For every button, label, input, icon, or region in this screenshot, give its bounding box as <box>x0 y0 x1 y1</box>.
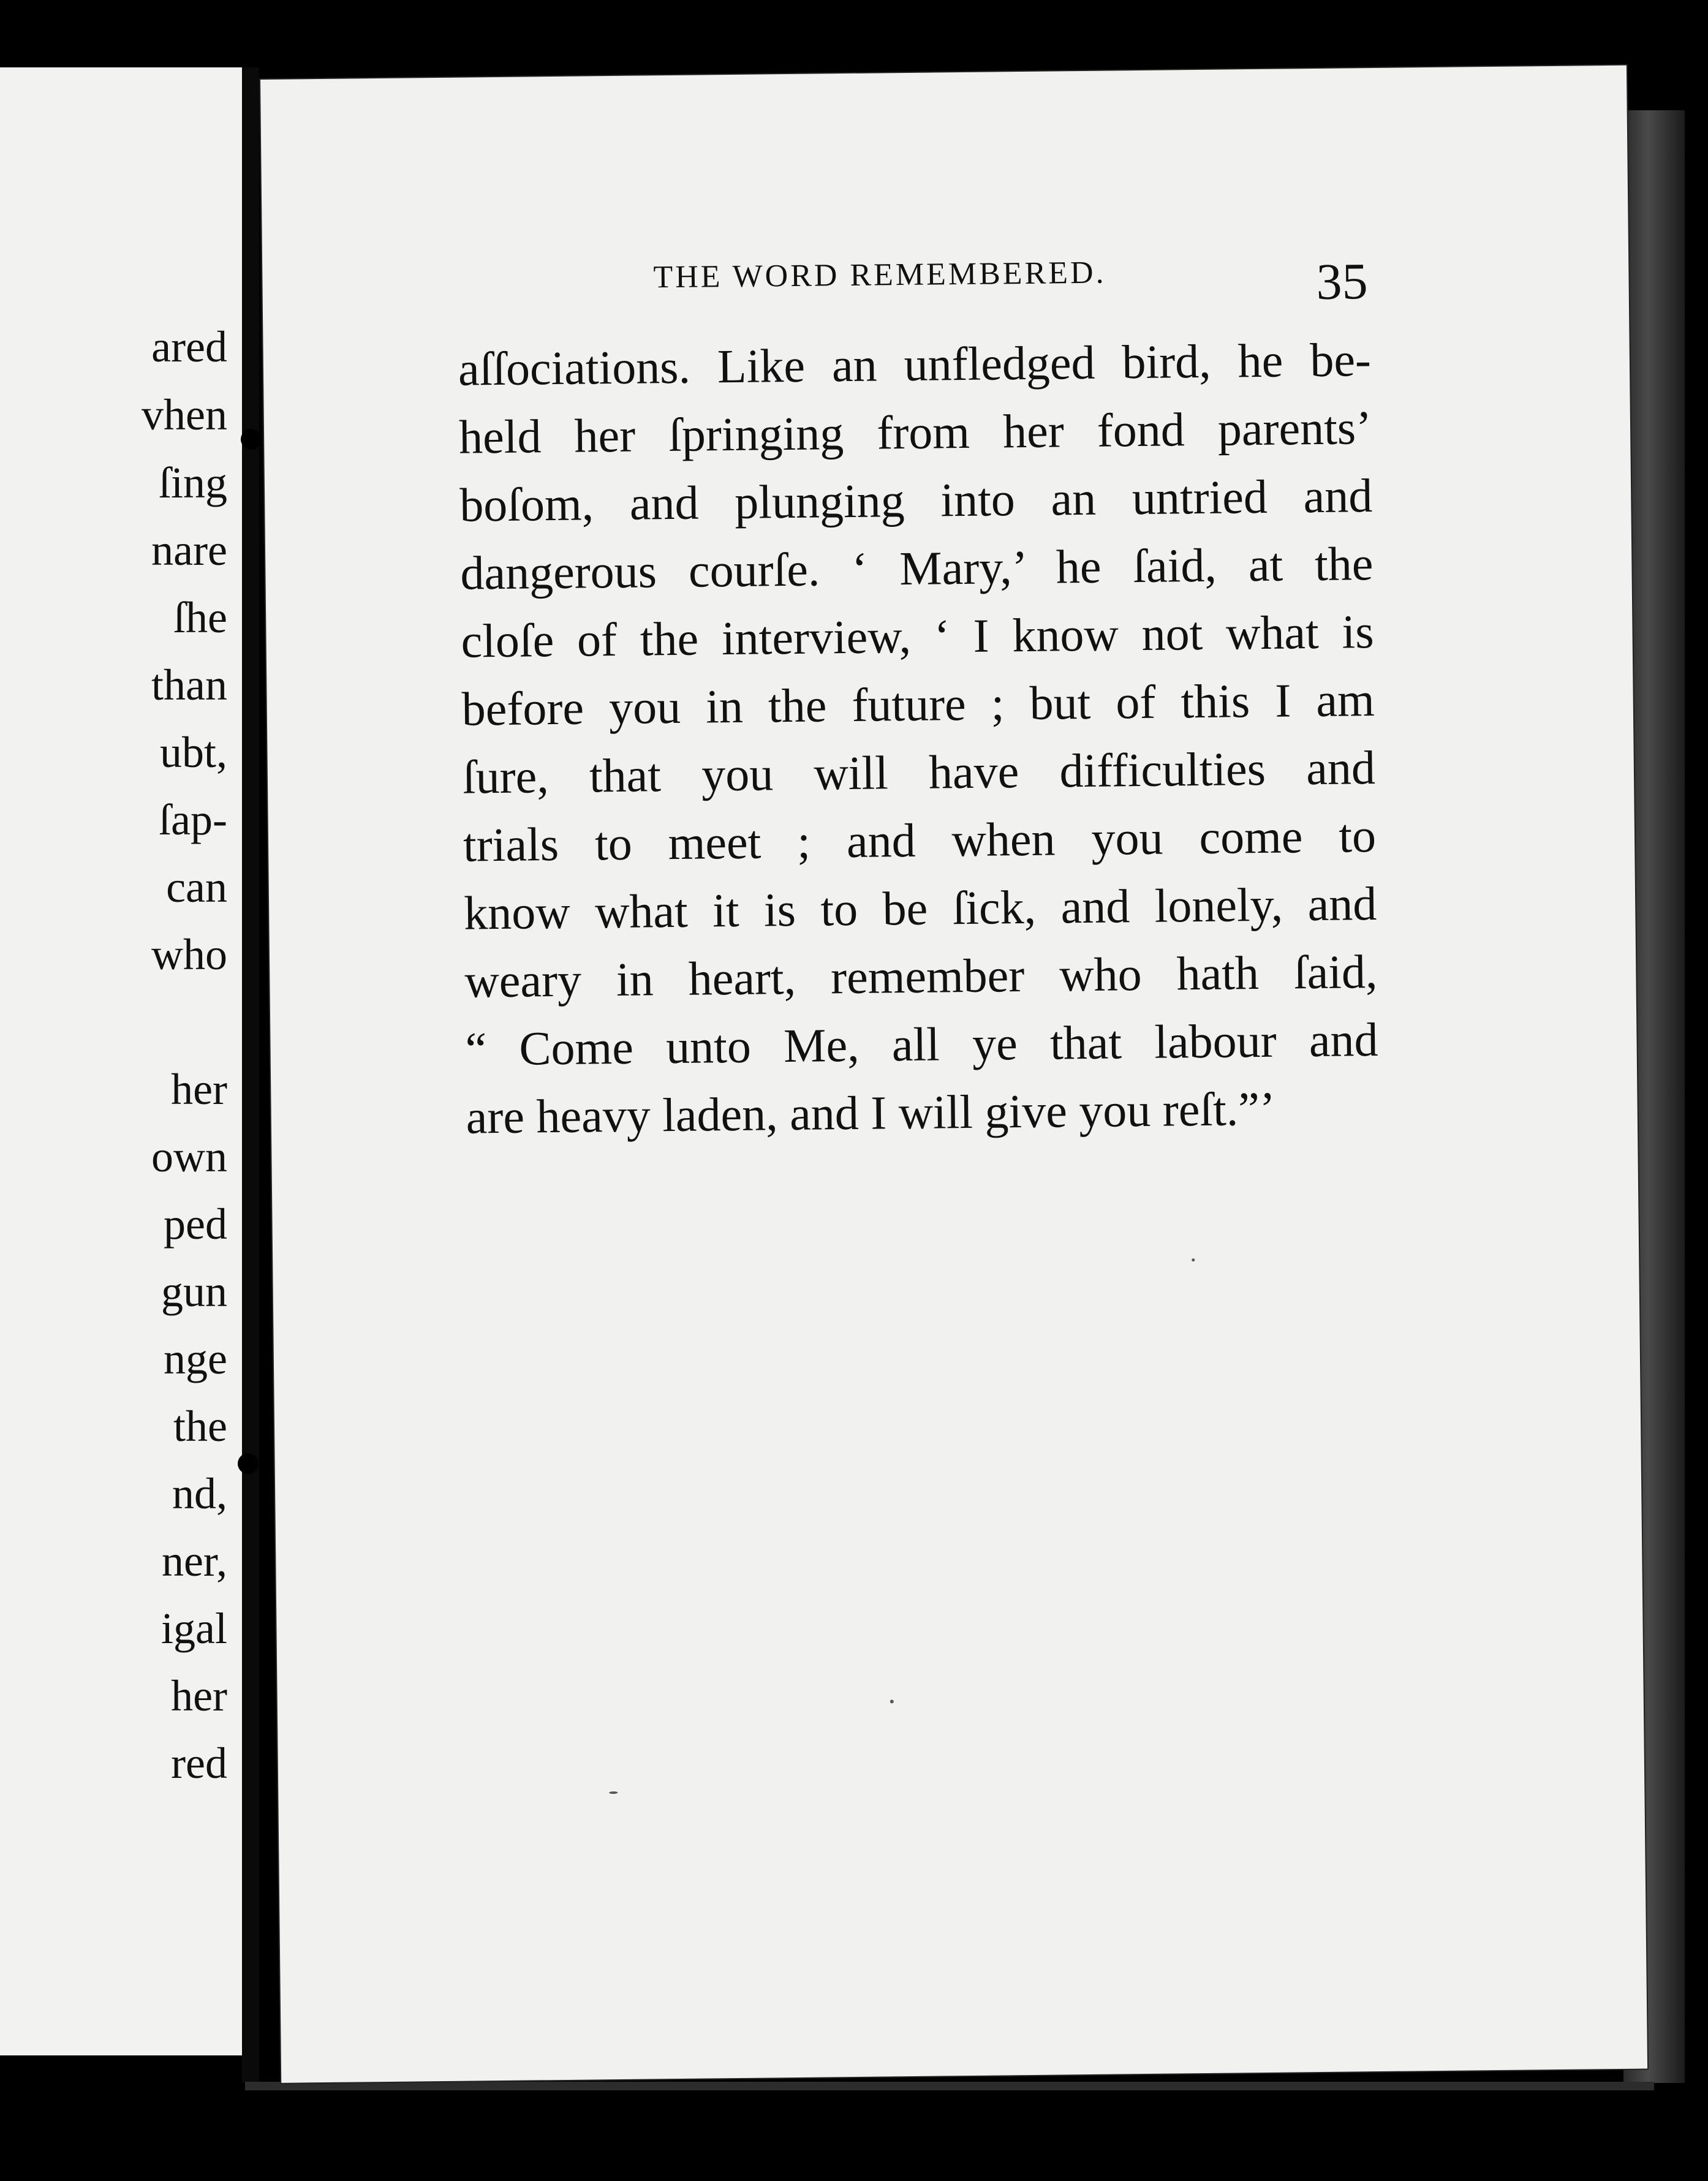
paper-speck <box>890 1699 894 1703</box>
page-body <box>458 325 1379 1151</box>
text-line: weary in heart, remember who hath ſaid, <box>464 944 1378 1008</box>
page-number: 35 <box>1316 253 1369 311</box>
binding-stitch <box>238 1453 259 1474</box>
left-line-fragment: gun <box>161 1267 227 1316</box>
text-line: “ Come unto Me, all ye that labour and <box>465 1012 1378 1076</box>
paper-speck <box>1192 1258 1195 1261</box>
left-line-fragment: ſap- <box>159 795 227 844</box>
right-page <box>260 66 1647 2083</box>
text-line: trials to meet ; and when you come to <box>463 809 1377 872</box>
left-line-fragment: vhen <box>142 390 227 439</box>
left-line-fragment: than <box>151 660 227 709</box>
text-line: ſure, that you will have difficulties and <box>462 741 1376 804</box>
left-line-fragment: her <box>171 1065 227 1114</box>
paper-speck <box>609 1791 618 1794</box>
left-line-fragment: ubt, <box>159 728 227 777</box>
binding-stitch <box>241 429 262 450</box>
left-page <box>0 67 244 2055</box>
text-line: aſſociations. Like an unfledged bird, he be- <box>458 333 1372 396</box>
left-line-fragment: nare <box>151 526 227 575</box>
text-line: dangerous courſe. ‘ Mary,’ he ſaid, at the <box>459 537 1374 600</box>
text-line: know what it is to be ſick, and lonely, and <box>463 876 1377 940</box>
running-head: THE WORD REMEMBERED. <box>653 255 1106 295</box>
left-line-fragment: nge <box>164 1334 227 1383</box>
left-line-fragment: ner, <box>161 1537 227 1586</box>
text-line: boſom, and plunging into an untried and <box>459 469 1373 532</box>
left-line-fragment: ared <box>151 322 227 371</box>
book-bottom-edge <box>245 2082 1654 2090</box>
left-line-fragment: nd, <box>172 1469 227 1518</box>
left-line-fragment: igal <box>161 1604 227 1653</box>
text-line: before you in the future ; but of this I am <box>461 673 1375 736</box>
left-line-fragment: ſhe <box>173 593 227 642</box>
text-line: held her ſpringing from her fond parents’ <box>458 401 1372 464</box>
left-line-fragment: ped <box>164 1200 227 1249</box>
left-line-fragment: red <box>171 1739 227 1788</box>
left-line-fragment: can <box>166 863 227 912</box>
left-line-fragment: who <box>151 930 227 979</box>
text-line: cloſe of the interview, ‘ I know not what is <box>461 605 1374 668</box>
text-line: are heavy laden, and I will give you reſt.”’ <box>466 1081 1276 1144</box>
left-line-fragment: the <box>173 1402 227 1451</box>
left-line-fragment: her <box>171 1671 227 1720</box>
left-line-fragment: ſing <box>158 458 227 507</box>
book-binding <box>242 67 259 2083</box>
left-line-fragment: own <box>151 1132 227 1181</box>
